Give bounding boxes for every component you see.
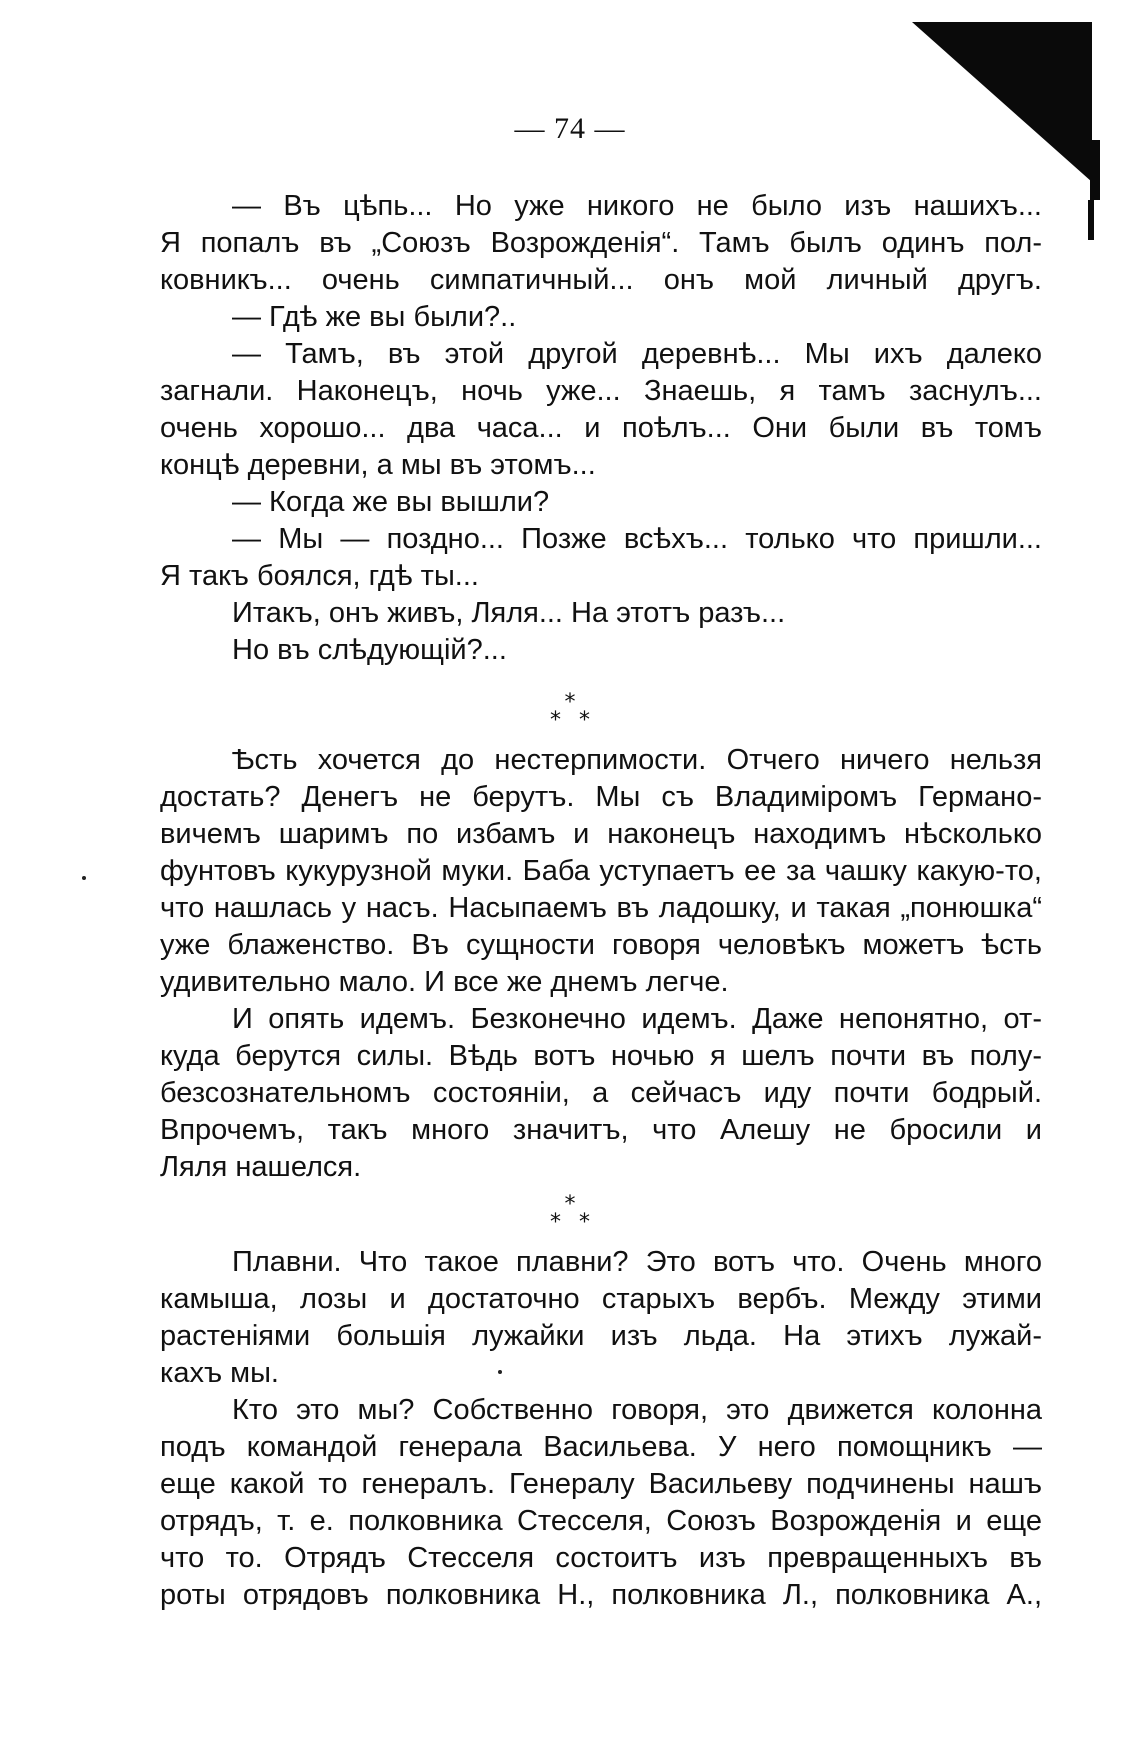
text-line: вичемъ шаримъ по избамъ и наконецъ находимъ нѣсколько	[160, 818, 1042, 850]
text-line: достать? Денегъ не берутъ. Мы съ Владиміромъ Германо-	[160, 781, 1042, 813]
separator-top-star: *	[564, 1192, 576, 1217]
scan-speck	[82, 876, 86, 880]
text-line: Кто это мы? Собственно говоря, это движется колонна	[232, 1394, 1042, 1426]
text-line: Ѣсть хочется до нестерпимости. Отчего ничего нельзя	[232, 744, 1042, 776]
scan-speck	[1090, 140, 1100, 200]
text-line: очень хорошо... два часа... и поѣлъ... Они были въ томъ	[160, 412, 1042, 444]
section-separator	[0, 690, 1140, 733]
text-line: ковникъ... очень симпатичный... онъ мой личный другъ.	[160, 264, 1042, 296]
text-line: удивительно мало. И все же днемъ легче.	[160, 966, 729, 998]
separator-bottom-stars: **	[550, 1210, 608, 1235]
text-line: — Въ цѣпь... Но уже никого не было изъ нашихъ...	[232, 190, 1042, 222]
separator-top-star: *	[564, 690, 576, 715]
page-number: — 74 —	[514, 112, 626, 145]
text-line: еще какой то генералъ. Генералу Васильеву подчинены нашъ	[160, 1468, 1042, 1500]
text-line: — Мы — поздно... Позже всѣхъ... только что пришли...	[232, 523, 1042, 555]
text-line: камыша, лозы и достаточно старыхъ вербъ. Между этими	[160, 1283, 1042, 1315]
text-line: что нашлась у насъ. Насыпаемъ въ ладошку, и такая „понюшка“	[160, 892, 1042, 924]
text-line: кахъ мы.	[160, 1357, 279, 1389]
text-line: — Когда же вы вышли?	[232, 486, 550, 518]
section-1-text	[160, 188, 1042, 669]
text-line: Впрочемъ, такъ много значитъ, что Алешу не бросили и	[160, 1114, 1042, 1146]
scan-corner-shadow	[912, 22, 1092, 182]
section-2-text	[160, 742, 1042, 1186]
text-line: уже блаженство. Въ сущности говоря человѣкъ можетъ ѣсть	[160, 929, 1042, 961]
text-line: Плавни. Что такое плавни? Это вотъ что. Очень много	[232, 1246, 1042, 1278]
text-line: роты отрядовъ полковника Н., полковника Л., полковника А.,	[160, 1579, 1042, 1611]
section-separator	[0, 1192, 1140, 1235]
text-line: концѣ деревни, а мы въ этомъ...	[160, 449, 596, 481]
text-line: безсознательномъ состояніи, а сейчасъ иду почти бодрый.	[160, 1077, 1042, 1109]
text-line: Но въ слѣдующій?...	[232, 634, 507, 666]
text-line: И опять идемъ. Безконечно идемъ. Даже непонятно, от-	[232, 1003, 1042, 1035]
text-line: фунтовъ кукурузной муки. Баба уступаетъ ее за чашку какую-то,	[160, 855, 1042, 887]
text-line: Итакъ, онъ живъ, Ляля... На этотъ разъ...	[232, 597, 786, 629]
text-line: загнали. Наконецъ, ночь уже... Знаешь, я тамъ заснулъ...	[160, 375, 1042, 407]
text-line: растеніями большія лужайки изъ льда. На этихъ лужай-	[160, 1320, 1042, 1352]
text-line: Ляля нашелся.	[160, 1151, 362, 1183]
text-line: подъ командой генерала Васильева. У него помощникъ —	[160, 1431, 1042, 1463]
text-line: — Тамъ, въ этой другой деревнѣ... Мы ихъ далеко	[232, 338, 1042, 370]
text-line: отрядъ, т. е. полковника Стесселя, Союзъ Возрожденія и еще	[160, 1505, 1042, 1537]
text-line: куда берутся силы. Вѣдь вотъ ночью я шелъ почти въ полу-	[160, 1040, 1042, 1072]
separator-bottom-stars: **	[550, 708, 608, 733]
section-3-text	[160, 1244, 1042, 1614]
text-line: — Гдѣ же вы были?..	[232, 301, 517, 333]
scan-speck	[498, 1370, 502, 1374]
text-line: что то. Отрядъ Стесселя состоитъ изъ превращенныхъ въ	[160, 1542, 1042, 1574]
text-line: Я попалъ въ „Союзъ Возрожденія“. Тамъ былъ одинъ пол-	[160, 227, 1042, 259]
scan-speck	[1088, 200, 1094, 240]
text-line: Я такъ боялся, гдѣ ты...	[160, 560, 479, 592]
